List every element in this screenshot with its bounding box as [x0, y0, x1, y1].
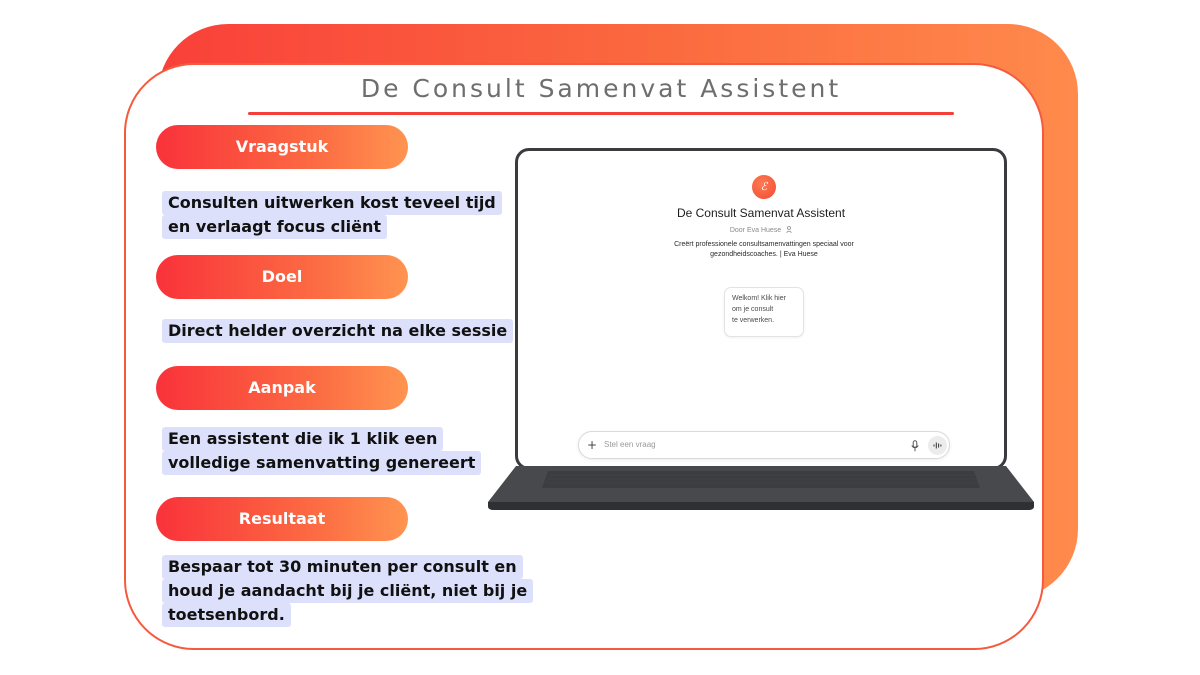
- gpt-avatar-icon: ℰ: [752, 175, 776, 199]
- laptop-keyboard-base: [488, 466, 1034, 512]
- chat-input-bar[interactable]: [578, 431, 950, 459]
- text-line: Direct helder overzicht na elke sessie: [162, 319, 513, 343]
- section-pill-aanpak: Aanpak: [156, 366, 408, 410]
- section-text-vraagstuk: [162, 191, 502, 239]
- section-pill-resultaat: Resultaat: [156, 497, 408, 541]
- gpt-author: [518, 226, 1004, 234]
- text-line: volledige samenvatting genereert: [162, 451, 481, 475]
- gpt-author-label: Door Eva Huese: [729, 227, 782, 234]
- section-text-doel: [162, 319, 513, 343]
- starter-line: te verwerken.: [732, 317, 775, 324]
- waveform-icon: [933, 441, 942, 450]
- description-line: Creërt professionele consultsamenvattingen speciaal voor: [674, 241, 854, 248]
- conversation-starter-card[interactable]: [724, 287, 804, 337]
- voice-mode-button[interactable]: [928, 436, 947, 455]
- chat-input-placeholder[interactable]: Stel een vraag: [604, 440, 656, 449]
- section-pill-vraagstuk: Vraagstuk: [156, 125, 408, 169]
- laptop-screen: [515, 148, 1007, 470]
- section-pill-doel: Doel: [156, 255, 408, 299]
- text-line: Consulten uitwerken kost teveel tijd: [162, 191, 502, 215]
- description-line: gezondheidscoaches. | Eva Huese: [710, 251, 818, 258]
- text-line: Bespaar tot 30 minuten per consult en: [162, 555, 523, 579]
- text-line: Een assistent die ik 1 klik een: [162, 427, 443, 451]
- microphone-icon[interactable]: [911, 440, 919, 452]
- text-line: toetsenbord.: [162, 603, 291, 627]
- text-line: houd je aandacht bij je cliënt, niet bij je: [162, 579, 533, 603]
- starter-line: Welkom! Klik hier: [732, 295, 786, 302]
- title-underline: [248, 112, 954, 115]
- section-text-aanpak: [162, 427, 481, 475]
- page-title: De Consult Samenvat Assistent: [360, 74, 842, 103]
- plus-icon[interactable]: +: [587, 438, 598, 452]
- gpt-description: [628, 240, 900, 260]
- section-text-resultaat: [162, 555, 533, 627]
- gpt-title: De Consult Samenvat Assistent: [676, 206, 846, 220]
- person-icon: [786, 226, 792, 233]
- text-line: en verlaagt focus cliënt: [162, 215, 387, 239]
- starter-line: om je consult: [732, 306, 774, 313]
